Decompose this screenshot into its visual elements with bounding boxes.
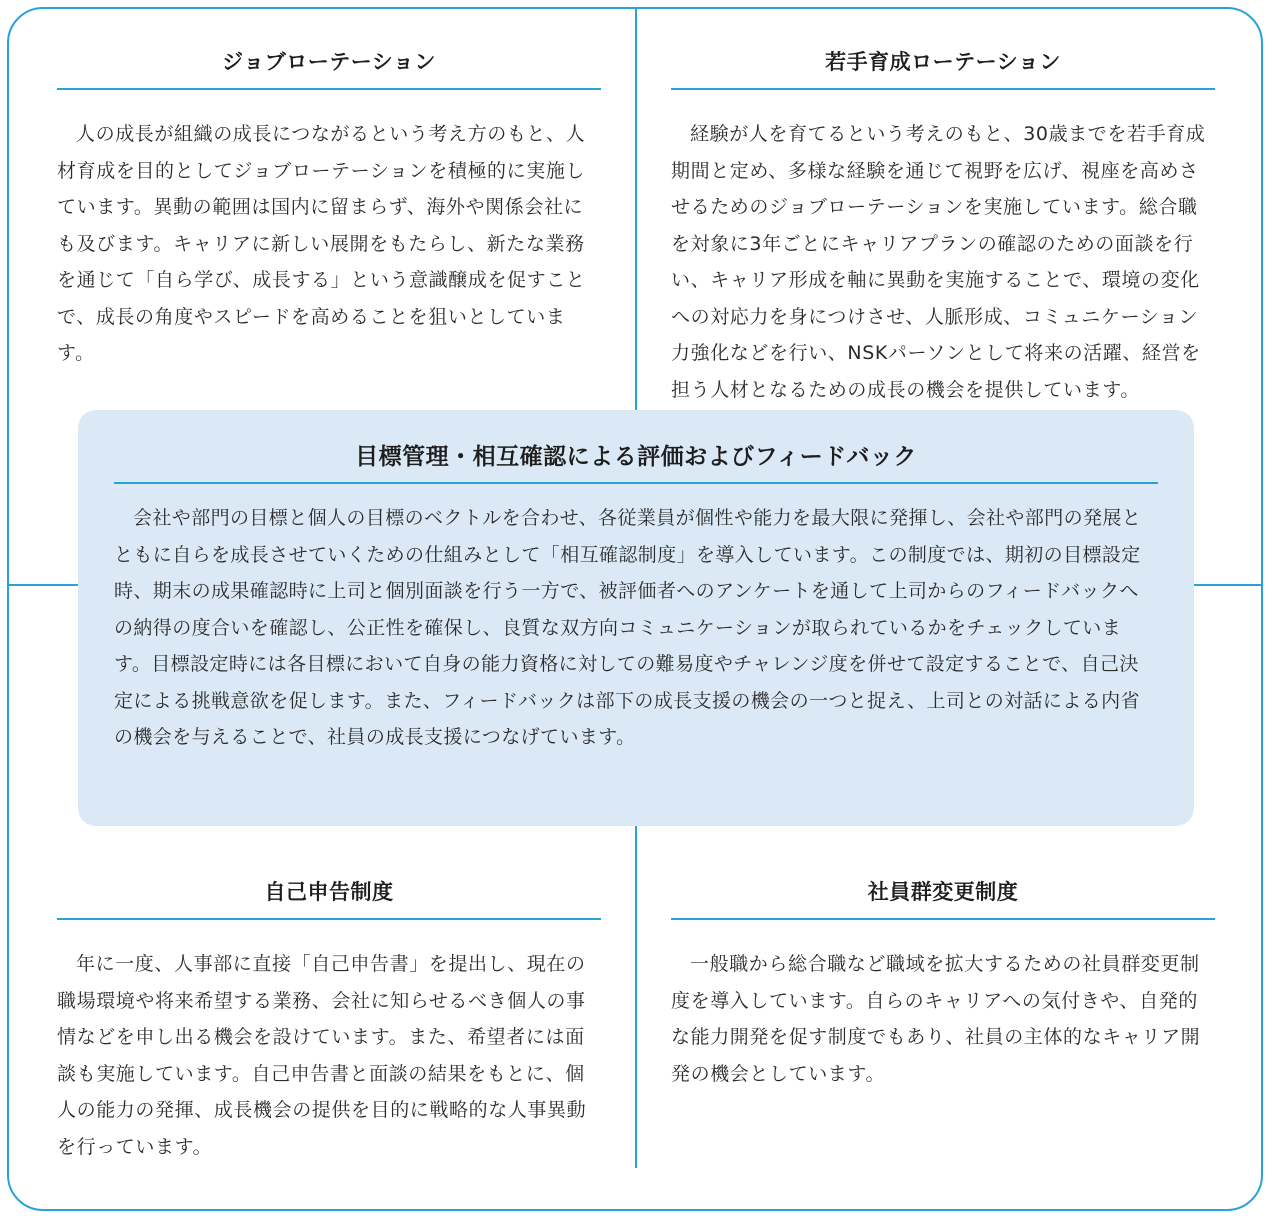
section-young-rotation [671, 36, 1215, 408]
section-body: 年に一度、人事部に直接「自己申告書」を提出し、現在の職場環境や将来希望する業務、会社に知らせるべき個人の事情などを申し出る機会を設けています。また、希望者には面談も実施しています。自己申告書と面談の結果をもとに、個人の能力の発揮、成長機会の提供を目的に戦略的な人事異動を行っています。 [57, 953, 587, 1158]
section-title: ジョブローテーション [57, 36, 601, 90]
vertical-divider-top [635, 8, 637, 410]
section-group-change [671, 866, 1215, 1092]
section-body: 人の成長が組織の成長につながるという考え方のもと、人材育成を目的としてジョブローテーションを積極的に実施しています。異動の範囲は国内に留まらず、海外や関係会社にも及びます。キャリアに新しい展開をもたらし、新たな業務を通じて「自ら学び、成長する」という意識醸成を促すことで、成長の角度やスピードを高めることを狙いとしています。 [57, 123, 586, 364]
section-evaluation [78, 410, 1194, 826]
section-body: 一般職から総合職など職域を拡大するための社員群変更制度を導入しています。自らのキャリアへの気付きや、自発的な能力開発を促す制度でもあり、社員の主体的なキャリア開発の機会としています。 [671, 953, 1201, 1085]
section-title: 若手育成ローテーション [671, 36, 1215, 90]
section-self-report [57, 866, 601, 1165]
section-title: 社員群変更制度 [671, 866, 1215, 920]
section-title: 目標管理・相互確認による評価およびフィードバック [114, 432, 1158, 484]
section-body: 経験が人を育てるという考えのもと、30歳までを若手育成期間と定め、多様な経験を通じて視野を広げ、視座を高めさせるためのジョブローテーションを実施しています。総合職を対象に3年ごとにキャリアプランの確認のための面談を行い、キャリア形成を軸に異動を実施することで、環境の変化への対応力を身につけさせ、人脈形成、コミュニケーション力強化などを行い、NSKパーソンとして将来の活躍、経営を担う人材となるための成長の機会を提供しています。 [671, 123, 1206, 401]
vertical-divider-bottom [635, 826, 637, 1168]
section-title: 自己申告制度 [57, 866, 601, 920]
section-body: 会社や部門の目標と個人の目標のベクトルを合わせ、各従業員が個性や能力を最大限に発揮し、会社や部門の発展とともに自らを成長させていくための仕組みとして「相互確認制度」を導入しています。この制度では、期初の目標設定時、期末の成果確認時に上司と個別面談を行う一方で、被評価者へのアンケートを通して上司からのフィードバックへの納得の度合いを確認し、公正性を確保し、良質な双方向コミュニケーションが取られているかをチェックしています。目標設定時には各目標において自身の能力資格に対しての難易度やチャレンジ度を併せて設定することで、自己決定による挑戦意欲を促します。また、フィードバックは部下の成長支援の機会の一つと捉え、上司との対話による内省の機会を与えることで、社員の成長支援につなげています。 [114, 507, 1142, 748]
horizontal-divider-left [8, 584, 78, 586]
section-job-rotation [57, 36, 601, 372]
horizontal-divider-right [1194, 584, 1262, 586]
